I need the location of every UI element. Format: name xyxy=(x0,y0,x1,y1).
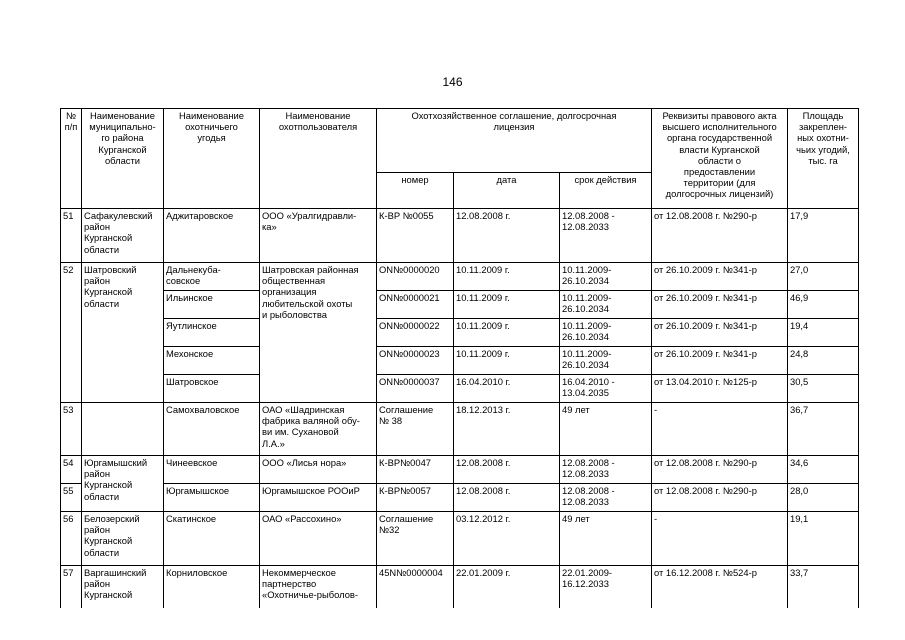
act-cell: от 26.10.2009 г. №341-р xyxy=(652,347,788,375)
district-cell: Сафакулевский район Курганской области xyxy=(82,209,164,263)
user-cell: ОАО «Рассохино» xyxy=(260,512,377,566)
header-term: срок действия xyxy=(560,173,652,209)
term-cell: 10.11.2009- 26.10.2034 xyxy=(560,291,652,319)
term-cell: 22.01.2009- 16.12.2033 xyxy=(560,566,652,608)
district-cell xyxy=(82,403,164,456)
user-cell: Юргамышское РООиР xyxy=(260,484,377,512)
area-cell: 33,7 xyxy=(788,566,859,608)
term-cell: 12.08.2008 - 12.08.2033 xyxy=(560,209,652,263)
ground-cell: Самохваловское xyxy=(164,403,260,456)
header-area: Площадь закреплен- ных охотни- чьих угодий, тыс. га xyxy=(788,109,859,209)
area-cell: 46,9 xyxy=(788,291,859,319)
header-row xyxy=(61,109,859,173)
act-cell: от 13.04.2010 г. №125-р xyxy=(652,375,788,403)
date-cell: 12.08.2008 г. xyxy=(454,456,560,484)
table-row xyxy=(61,484,859,512)
header-ground: Наименование охотничьего угодья xyxy=(164,109,260,209)
date-cell: 12.08.2008 г. xyxy=(454,209,560,263)
user-cell: Некоммерческое партнерство «Охотничье-рыболов- xyxy=(260,566,377,608)
row-num: 54 xyxy=(61,456,82,484)
header-act: Реквизиты правового акта высшего исполнительного органа государственной власти Курганской области о предоставлении территории (для долгосрочных лицензий) xyxy=(652,109,788,209)
area-cell: 17,9 xyxy=(788,209,859,263)
ground-cell: Чинеевское xyxy=(164,456,260,484)
table-row xyxy=(61,375,859,403)
number-cell: ОN№0000022 xyxy=(377,319,454,347)
row-num: 57 xyxy=(61,566,82,608)
ground-cell: Яутлинское xyxy=(164,319,260,347)
row-num: 51 xyxy=(61,209,82,263)
number-cell: ОN№0000020 xyxy=(377,263,454,291)
area-cell: 28,0 xyxy=(788,484,859,512)
act-cell: от 12.08.2008 г. №290-р xyxy=(652,484,788,512)
number-cell: ОN№0000023 xyxy=(377,347,454,375)
term-cell: 49 лет xyxy=(560,403,652,456)
term-cell: 10.11.2009- 26.10.2034 xyxy=(560,347,652,375)
date-cell: 12.08.2008 г. xyxy=(454,484,560,512)
table-row xyxy=(61,263,859,291)
ground-cell: Скатинское xyxy=(164,512,260,566)
area-cell: 36,7 xyxy=(788,403,859,456)
date-cell: 10.11.2009 г. xyxy=(454,347,560,375)
table-row xyxy=(61,209,859,263)
table-row xyxy=(61,456,859,484)
table-row xyxy=(61,291,859,319)
act-cell: от 26.10.2009 г. №341-р xyxy=(652,263,788,291)
date-cell: 03.12.2012 г. xyxy=(454,512,560,566)
number-cell: К-ВР№0057 xyxy=(377,484,454,512)
act-cell: от 26.10.2009 г. №341-р xyxy=(652,291,788,319)
date-cell: 22.01.2009 г. xyxy=(454,566,560,608)
page-number: 146 xyxy=(442,75,463,89)
date-cell: 16.04.2010 г. xyxy=(454,375,560,403)
table-row xyxy=(61,347,859,375)
ground-cell: Юргамышское xyxy=(164,484,260,512)
act-cell: от 12.08.2008 г. №290-р xyxy=(652,209,788,263)
ground-cell: Шатровское xyxy=(164,375,260,403)
act-cell: от 12.08.2008 г. №290-р xyxy=(652,456,788,484)
area-cell: 24,8 xyxy=(788,347,859,375)
number-cell: 45N№0000004 xyxy=(377,566,454,608)
act-cell: от 26.10.2009 г. №341-р xyxy=(652,319,788,347)
number-cell: Соглашение № 38 xyxy=(377,403,454,456)
table-row xyxy=(61,319,859,347)
user-cell: ООО «Уралгидравли- ка» xyxy=(260,209,377,263)
act-cell: от 16.12.2008 г. №524-р xyxy=(652,566,788,608)
term-cell: 49 лет xyxy=(560,512,652,566)
term-cell: 10.11.2009- 26.10.2034 xyxy=(560,319,652,347)
area-cell: 34,6 xyxy=(788,456,859,484)
ground-cell: Аджитаровское xyxy=(164,209,260,263)
header-date: дата xyxy=(454,173,560,209)
row-num: 53 xyxy=(61,403,82,456)
user-cell: Шатровская районная общественная организация любительской охоты и рыболовства xyxy=(260,263,377,403)
row-num: 56 xyxy=(61,512,82,566)
date-cell: 10.11.2009 г. xyxy=(454,291,560,319)
number-cell: ОN№0000037 xyxy=(377,375,454,403)
area-cell: 30,5 xyxy=(788,375,859,403)
header-number: номер xyxy=(377,173,454,209)
area-cell: 27,0 xyxy=(788,263,859,291)
table-row xyxy=(61,512,859,566)
date-cell: 10.11.2009 г. xyxy=(454,263,560,291)
header-district: Наименование муниципально- го района Курганской области xyxy=(82,109,164,209)
ground-cell: Мехонское xyxy=(164,347,260,375)
table-row xyxy=(61,566,859,608)
hunting-grounds-table xyxy=(60,108,859,608)
ground-cell: Дальнекуба- совское xyxy=(164,263,260,291)
act-cell: - xyxy=(652,403,788,456)
date-cell: 18.12.2013 г. xyxy=(454,403,560,456)
term-cell: 12.08.2008 - 12.08.2033 xyxy=(560,484,652,512)
area-cell: 19,4 xyxy=(788,319,859,347)
area-cell: 19,1 xyxy=(788,512,859,566)
header-num: № п/п xyxy=(61,109,82,209)
term-cell: 12.08.2008 - 12.08.2033 xyxy=(560,456,652,484)
user-cell: ООО «Лисья нора» xyxy=(260,456,377,484)
table-row xyxy=(61,403,859,456)
number-cell: К-ВР №0055 xyxy=(377,209,454,263)
user-cell: ОАО «Шадринская фабрика валяной обу- ви им. Сухановой Л.А.» xyxy=(260,403,377,456)
row-num: 55 xyxy=(61,484,82,512)
header-user: Наименование охотпользователя xyxy=(260,109,377,209)
date-cell: 10.11.2009 г. xyxy=(454,319,560,347)
number-cell: ОN№0000021 xyxy=(377,291,454,319)
term-cell: 10.11.2009- 26.10.2034 xyxy=(560,263,652,291)
number-cell: К-ВР№0047 xyxy=(377,456,454,484)
district-cell: Белозерский район Курганской области xyxy=(82,512,164,566)
act-cell: - xyxy=(652,512,788,566)
row-num: 52 xyxy=(61,263,82,403)
district-cell: Юргамышский район Курганской области xyxy=(82,456,164,512)
ground-cell: Корниловское xyxy=(164,566,260,608)
term-cell: 16.04.2010 - 13.04.2035 xyxy=(560,375,652,403)
ground-cell: Ильинское xyxy=(164,291,260,319)
number-cell: Соглашение №32 xyxy=(377,512,454,566)
district-cell: Варгашинский район Курганской xyxy=(82,566,164,608)
header-agreement: Охотхозяйственное соглашение, долгосрочная лицензия xyxy=(377,109,652,173)
district-cell: Шатровский район Курганской области xyxy=(82,263,164,403)
